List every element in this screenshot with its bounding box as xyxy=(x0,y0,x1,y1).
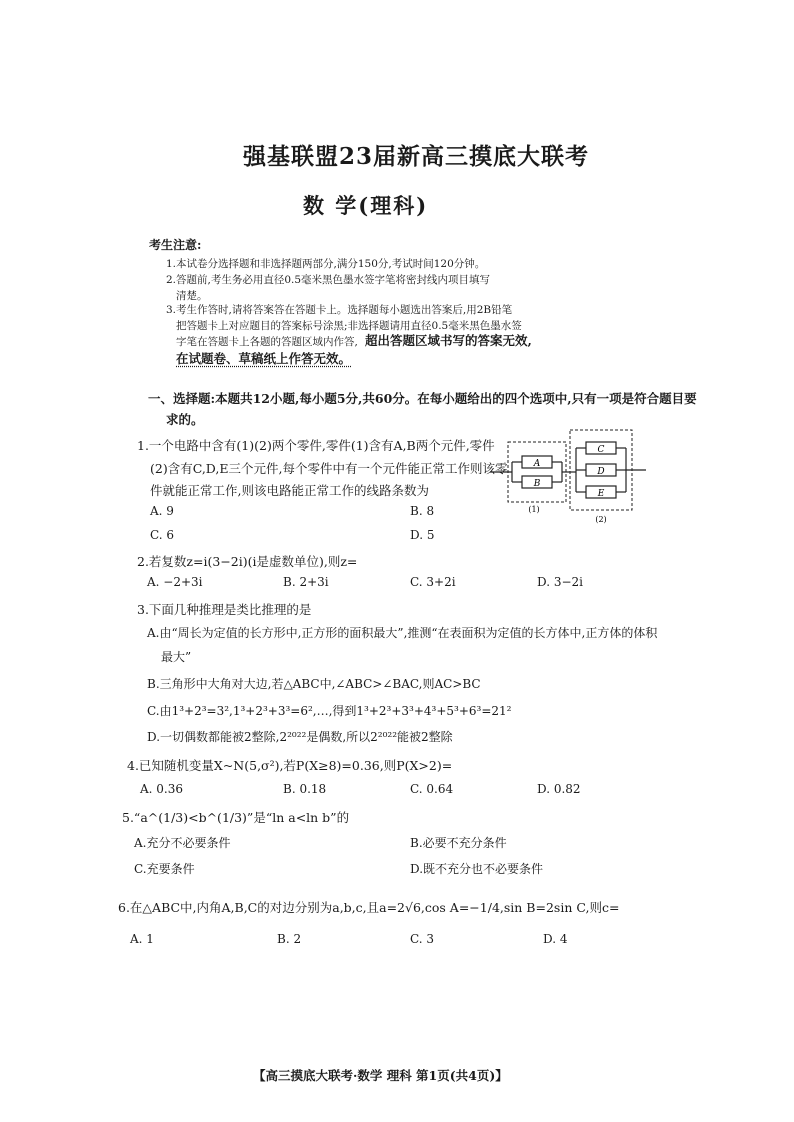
part2-label: (2) xyxy=(595,515,607,524)
element-a-label: A xyxy=(533,459,541,469)
q2-option-b: B. 2+3i xyxy=(283,575,329,589)
q2-option-a: A. −2+3i xyxy=(147,575,203,589)
q1-circuit-diagram xyxy=(490,428,650,524)
part1-frame xyxy=(508,442,566,502)
q5-stem: 5.“a^(1/3)<b^(1/3)”是“ln a<ln b”的 xyxy=(122,810,350,825)
q5-option-a: A.充分不必要条件 xyxy=(134,836,231,850)
q4-option-c: C. 0.64 xyxy=(410,782,454,796)
q1-option-c: C. 6 xyxy=(150,528,175,542)
section-heading-line-2: 求的。 xyxy=(166,412,204,427)
notice-line-3: 清楚。 xyxy=(176,290,208,302)
q3-option-c: C.由1³+2³=3²,1³+2³+3³=6²,…,得到1³+2³+3³+4³+5³+6³=21² xyxy=(147,704,512,718)
notice-heading: 考生注意: xyxy=(149,238,202,252)
q3-option-a-line-1: A.由“周长为定值的长方形中,正方形的面积最大”,推测“在表面积为定值的长方体中,正方体的体积 xyxy=(147,626,658,640)
q4-stem: 4.已知随机变量X~N(5,σ²),若P(X≥8)=0.36,则P(X>2)= xyxy=(127,758,453,773)
notice-line-6-emphasis: 超出答题区域书写的答案无效, xyxy=(365,333,532,348)
q6-option-a: A. 1 xyxy=(130,932,154,946)
q1-option-b: B. 8 xyxy=(410,504,435,518)
q3-option-a-line-2: 最大” xyxy=(161,650,192,664)
q5-option-d: D.既不充分也不必要条件 xyxy=(410,862,544,876)
q4-option-d: D. 0.82 xyxy=(537,782,581,796)
q2-option-d: D. 3−2i xyxy=(537,575,583,589)
q6-option-c: C. 3 xyxy=(410,932,435,946)
q5-option-c: C.充要条件 xyxy=(134,862,195,876)
exam-subject: 数 学(理科) xyxy=(303,193,429,218)
q6-option-b: B. 2 xyxy=(277,932,302,946)
q3-option-b: B.三角形中大角对大边,若△ABC中,∠ABC>∠BAC,则AC>BC xyxy=(147,677,481,691)
q3-option-d: D.一切偶数都能被2整除,2²⁰²²是偶数,所以2²⁰²²能被2整除 xyxy=(147,730,453,744)
q1-stem-line-1: 1.一个电路中含有(1)(2)两个零件,零件(1)含有A,B两个元件,零件 xyxy=(137,438,495,453)
q6-option-d: D. 4 xyxy=(543,932,568,946)
q4-option-b: B. 0.18 xyxy=(283,782,327,796)
q1-stem-line-3: 件就能正常工作,则该电路能正常工作的线路条数为 xyxy=(150,483,429,498)
notice-line-6: 字笔在答题卡上各题的答题区域内作答, xyxy=(176,336,358,348)
exam-title: 强基联盟23届新高三摸底大联考 xyxy=(243,143,590,170)
page-footer: 【高三摸底大联考·数学 理科 第1页(共4页)】 xyxy=(253,1068,508,1083)
notice-line-5: 把答题卡上对应题目的答案标号涂黑;非选择题请用直径0.5毫米黑色墨水签 xyxy=(176,320,522,332)
q6-stem: 6.在△ABC中,内角A,B,C的对边分别为a,b,c,且a=2√6,cos A=−1/4,sin B=2sin C,则c= xyxy=(118,900,620,915)
q2-stem: 2.若复数z=i(3−2i)(i是虚数单位),则z= xyxy=(137,554,358,569)
notice-line-7: 在试题卷、草稿纸上作答无效。 xyxy=(176,351,352,366)
element-e-label: E xyxy=(597,489,605,499)
q1-option-d: D. 5 xyxy=(410,528,435,542)
q1-stem-line-2: (2)含有C,D,E三个元件,每个零件中有一个元件能正常工作则该零 xyxy=(150,461,508,476)
q2-option-c: C. 3+2i xyxy=(410,575,456,589)
notice-line-4: 3.考生作答时,请将答案答在答题卡上。选择题每小题选出答案后,用2B铅笔 xyxy=(166,304,513,316)
q3-stem: 3.下面几种推理是类比推理的是 xyxy=(137,602,312,617)
element-d-label: D xyxy=(597,467,605,477)
notice-line-1: 1.本试卷分选择题和非选择题两部分,满分150分,考试时间120分钟。 xyxy=(166,258,486,270)
q1-option-a: A. 9 xyxy=(150,504,174,518)
q5-option-b: B.必要不充分条件 xyxy=(410,836,507,850)
section-heading-line-1: 一、选择题:本题共12小题,每小题5分,共60分。在每小题给出的四个选项中,只有一项是符合题目要 xyxy=(148,391,697,406)
part1-label: (1) xyxy=(528,505,540,514)
element-b-label: B xyxy=(533,479,541,489)
notice-line-2: 2.答题前,考生务必用直径0.5毫米黑色墨水签字笔将密封线内项目填写 xyxy=(166,274,491,286)
element-c-label: C xyxy=(597,445,605,455)
q4-option-a: A. 0.36 xyxy=(140,782,184,796)
